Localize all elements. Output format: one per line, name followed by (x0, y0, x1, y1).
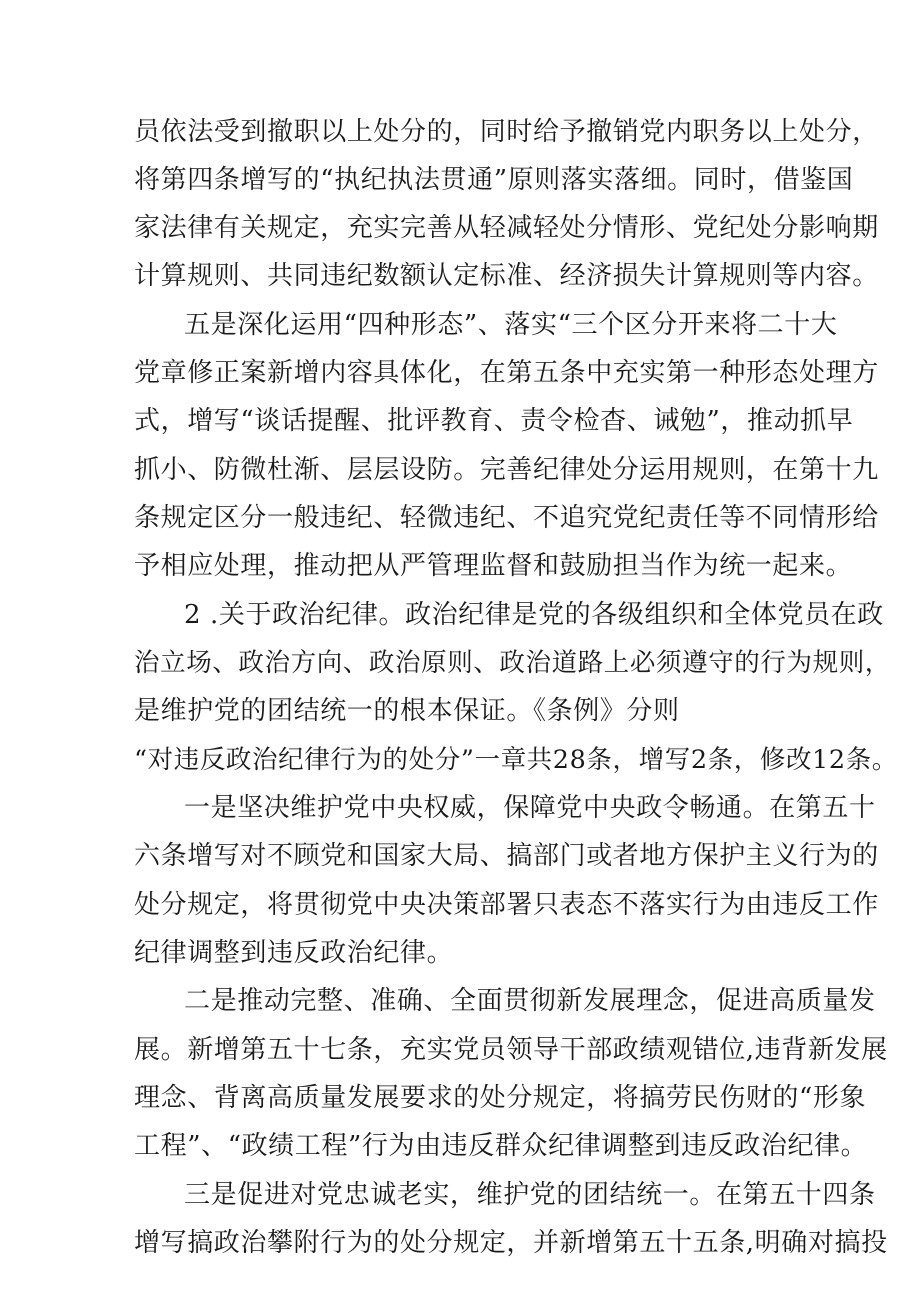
text-line-17: 处分规定，将贯彻党中央决策部署只表态不落实行为由违反工作 (134, 890, 879, 920)
text-line-5: 五是深化运用“四种形态”、落实“三个区分开来将二十大 (184, 310, 838, 340)
text-line-3: 家法律有关规定，充实完善从轻减轻处分情形、党纪处分影响期 (134, 213, 879, 243)
text-line-9: 条规定区分一般违纪、轻微违纪、不追究党纪责任等不同情形给 (134, 503, 879, 533)
text-line-12: 治立场、政治方向、政治原则、政治道路上必须遵守的行为规则， (134, 648, 891, 678)
text-line-4: 计算规则、共同违纪数额认定标准、经济损失计算规则等内容。 (134, 261, 879, 291)
text-line-24: 增写搞政治攀附行为的处分规定，并新增第五十五条,明确对搞投 (134, 1228, 888, 1258)
text-line-14: “对违反政治纪律行为的处分”一章共28条，增写2条，修改12条。 (134, 745, 898, 775)
text-line-1: 员依法受到撤职以上处分的，同时给予撤销党内职务以上处分， (134, 117, 879, 147)
text-line-20: 展。新增第五十七条，充实党员领导干部政绩观错位,违背新发展 (134, 1035, 888, 1065)
text-line-22: 工程”、“政绩工程”行为由违反群众纪律调整到违反政治纪律。 (134, 1131, 868, 1161)
text-line-16: 六条增写对不顾党和国家大局、搞部门或者地方保护主义行为的 (134, 841, 879, 871)
text-line-13: 是维护党的团结统一的根本保证。《条例》分则 (134, 696, 680, 726)
text-line-23: 三是促进对党忠诚老实，维护党的团结统一。在第五十四条 (184, 1180, 876, 1210)
text-line-6: 党章修正案新增内容具体化，在第五条中充实第一种形态处理方 (134, 358, 879, 388)
text-line-18: 纪律调整到违反政治纪律。 (134, 938, 454, 968)
text-line-21: 理念、背离高质量发展要求的处分规定，将搞劳民伤财的“形象 (134, 1083, 867, 1113)
text-line-11: 2 .关于政治纪律。政治纪律是党的各级组织和全体党员在政 (184, 600, 884, 630)
text-line-7: 式，增写“谈话提醒、批评教育、责令检杳、诫勉”，推动抓早 (134, 406, 854, 436)
text-line-8: 抓小、防微杜渐、层层设防。完善纪律处分运用规则，在第十九 (134, 455, 879, 485)
text-line-10: 予相应处理，推动把从严管理监督和鼓励担当作为统一起来。 (134, 551, 853, 581)
text-line-19: 二是推动完整、准确、全面贯彻新发展理念，促进高质量发 (184, 986, 876, 1016)
text-line-2: 将第四条增写的“执纪执法贯通”原则落实落细。同时，借鉴国 (134, 165, 854, 195)
text-line-15: 一是坚决维护党中央权威，保障党中央政令畅通。在第五十 (184, 793, 876, 823)
